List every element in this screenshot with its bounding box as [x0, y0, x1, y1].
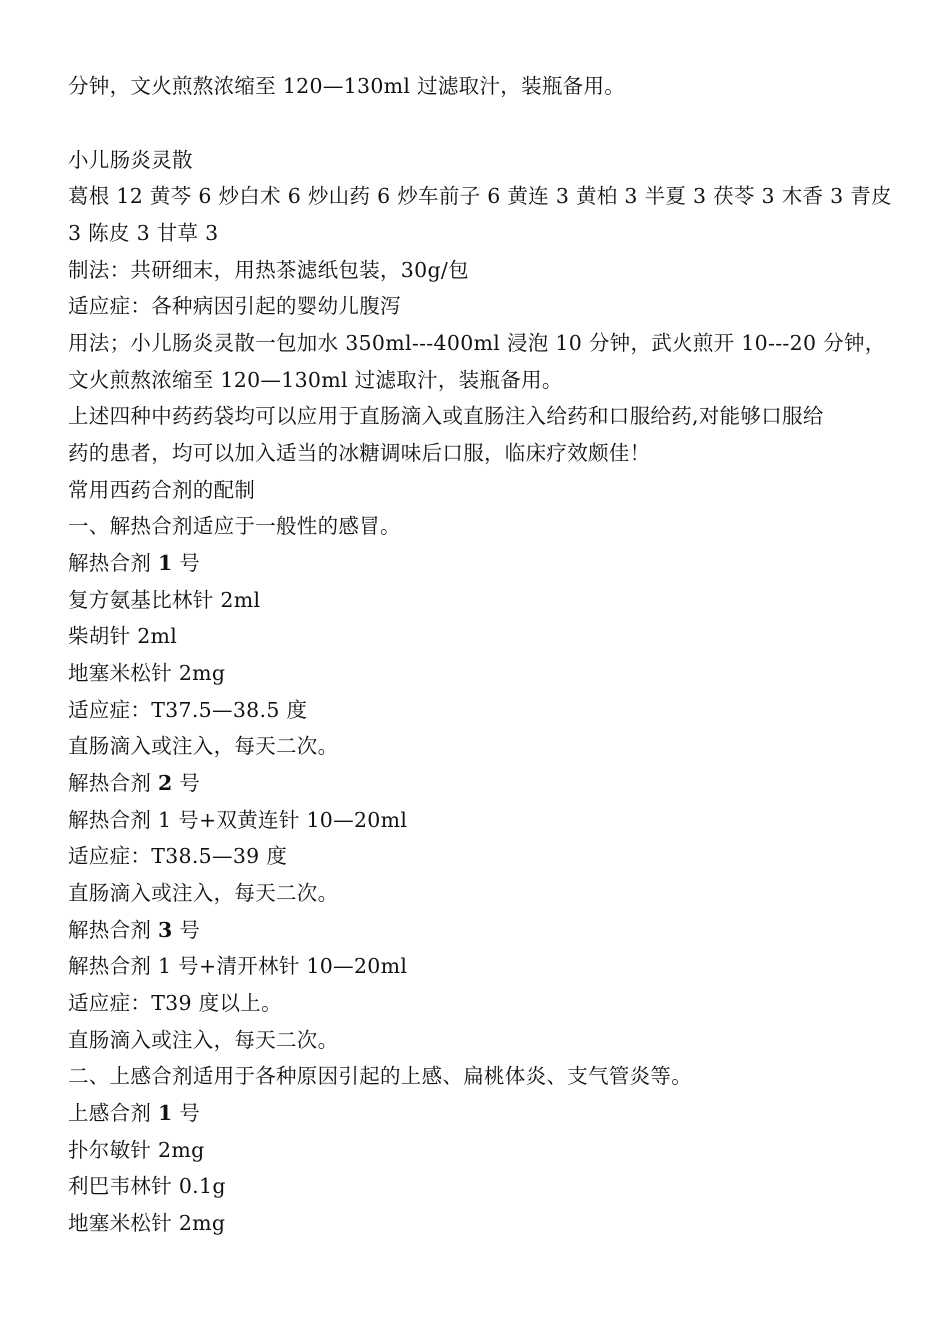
text-line: 扑尔敏针 2mg [68, 1138, 205, 1162]
text-line: 柴胡针 2ml [68, 624, 178, 648]
text-line: 药的患者，均可以加入适当的冰糖调味后口服，临床疗效颇佳！ [68, 441, 651, 465]
text-line: 葛根 12 黄芩 6 炒白术 6 炒山药 6 炒车前子 6 黄连 3 黄柏 3 半夏 3 茯苓 3 木香 3 青皮 [68, 184, 892, 208]
section-heading: 小儿肠炎灵散 [68, 148, 193, 172]
text-line: 二、上感合剂适用于各种原因引起的上感、扁桃体炎、支气管炎等。 [68, 1064, 692, 1088]
text-line: 一、解热合剂适应于一般性的感冒。 [68, 514, 401, 538]
text-line: 3 陈皮 3 甘草 3 [68, 221, 219, 245]
text-line: 文火煎熬浓缩至 120—130ml 过滤取汁，装瓶备用。 [68, 368, 563, 392]
text-line: 分钟，文火煎熬浓缩至 120—130ml 过滤取汁，装瓶备用。 [68, 74, 626, 98]
recipe-title: 解热合剂 1 号 [68, 551, 201, 575]
text-line: 制法：共研细末，用热茶滤纸包装，30g/包 [68, 258, 469, 282]
text-line: 适应症：各种病因引起的婴幼儿腹泻 [68, 294, 401, 318]
recipe-title: 解热合剂 3 号 [68, 918, 201, 942]
text-line: 复方氨基比林针 2ml [68, 588, 261, 612]
text-line: 适应症：T39 度以上。 [68, 991, 282, 1015]
recipe-title: 上感合剂 1 号 [68, 1101, 201, 1125]
text-line: 直肠滴入或注入，每天二次。 [68, 734, 339, 758]
text-line: 适应症：T38.5—39 度 [68, 844, 288, 868]
text-line: 地塞米松针 2mg [68, 661, 226, 685]
text-line: 利巴韦林针 0.1g [68, 1174, 226, 1198]
text-line: 解热合剂 1 号+双黄连针 10—20ml [68, 808, 408, 832]
text-line: 上述四种中药药袋均可以应用于直肠滴入或直肠注入给药和口服给药,对能够口服给 [68, 404, 824, 428]
text-line: 直肠滴入或注入，每天二次。 [68, 1028, 339, 1052]
text-line: 解热合剂 1 号+清开林针 10—20ml [68, 954, 408, 978]
recipe-title: 解热合剂 2 号 [68, 771, 201, 795]
text-line: 地塞米松针 2mg [68, 1211, 226, 1235]
text-line: 直肠滴入或注入，每天二次。 [68, 881, 339, 905]
text-line: 用法；小儿肠炎灵散一包加水 350ml---400ml 浸泡 10 分钟，武火煎开 10---20 分钟， [68, 331, 886, 355]
section-heading: 常用西药合剂的配制 [68, 478, 256, 502]
text-line: 适应症：T37.5—38.5 度 [68, 698, 308, 722]
